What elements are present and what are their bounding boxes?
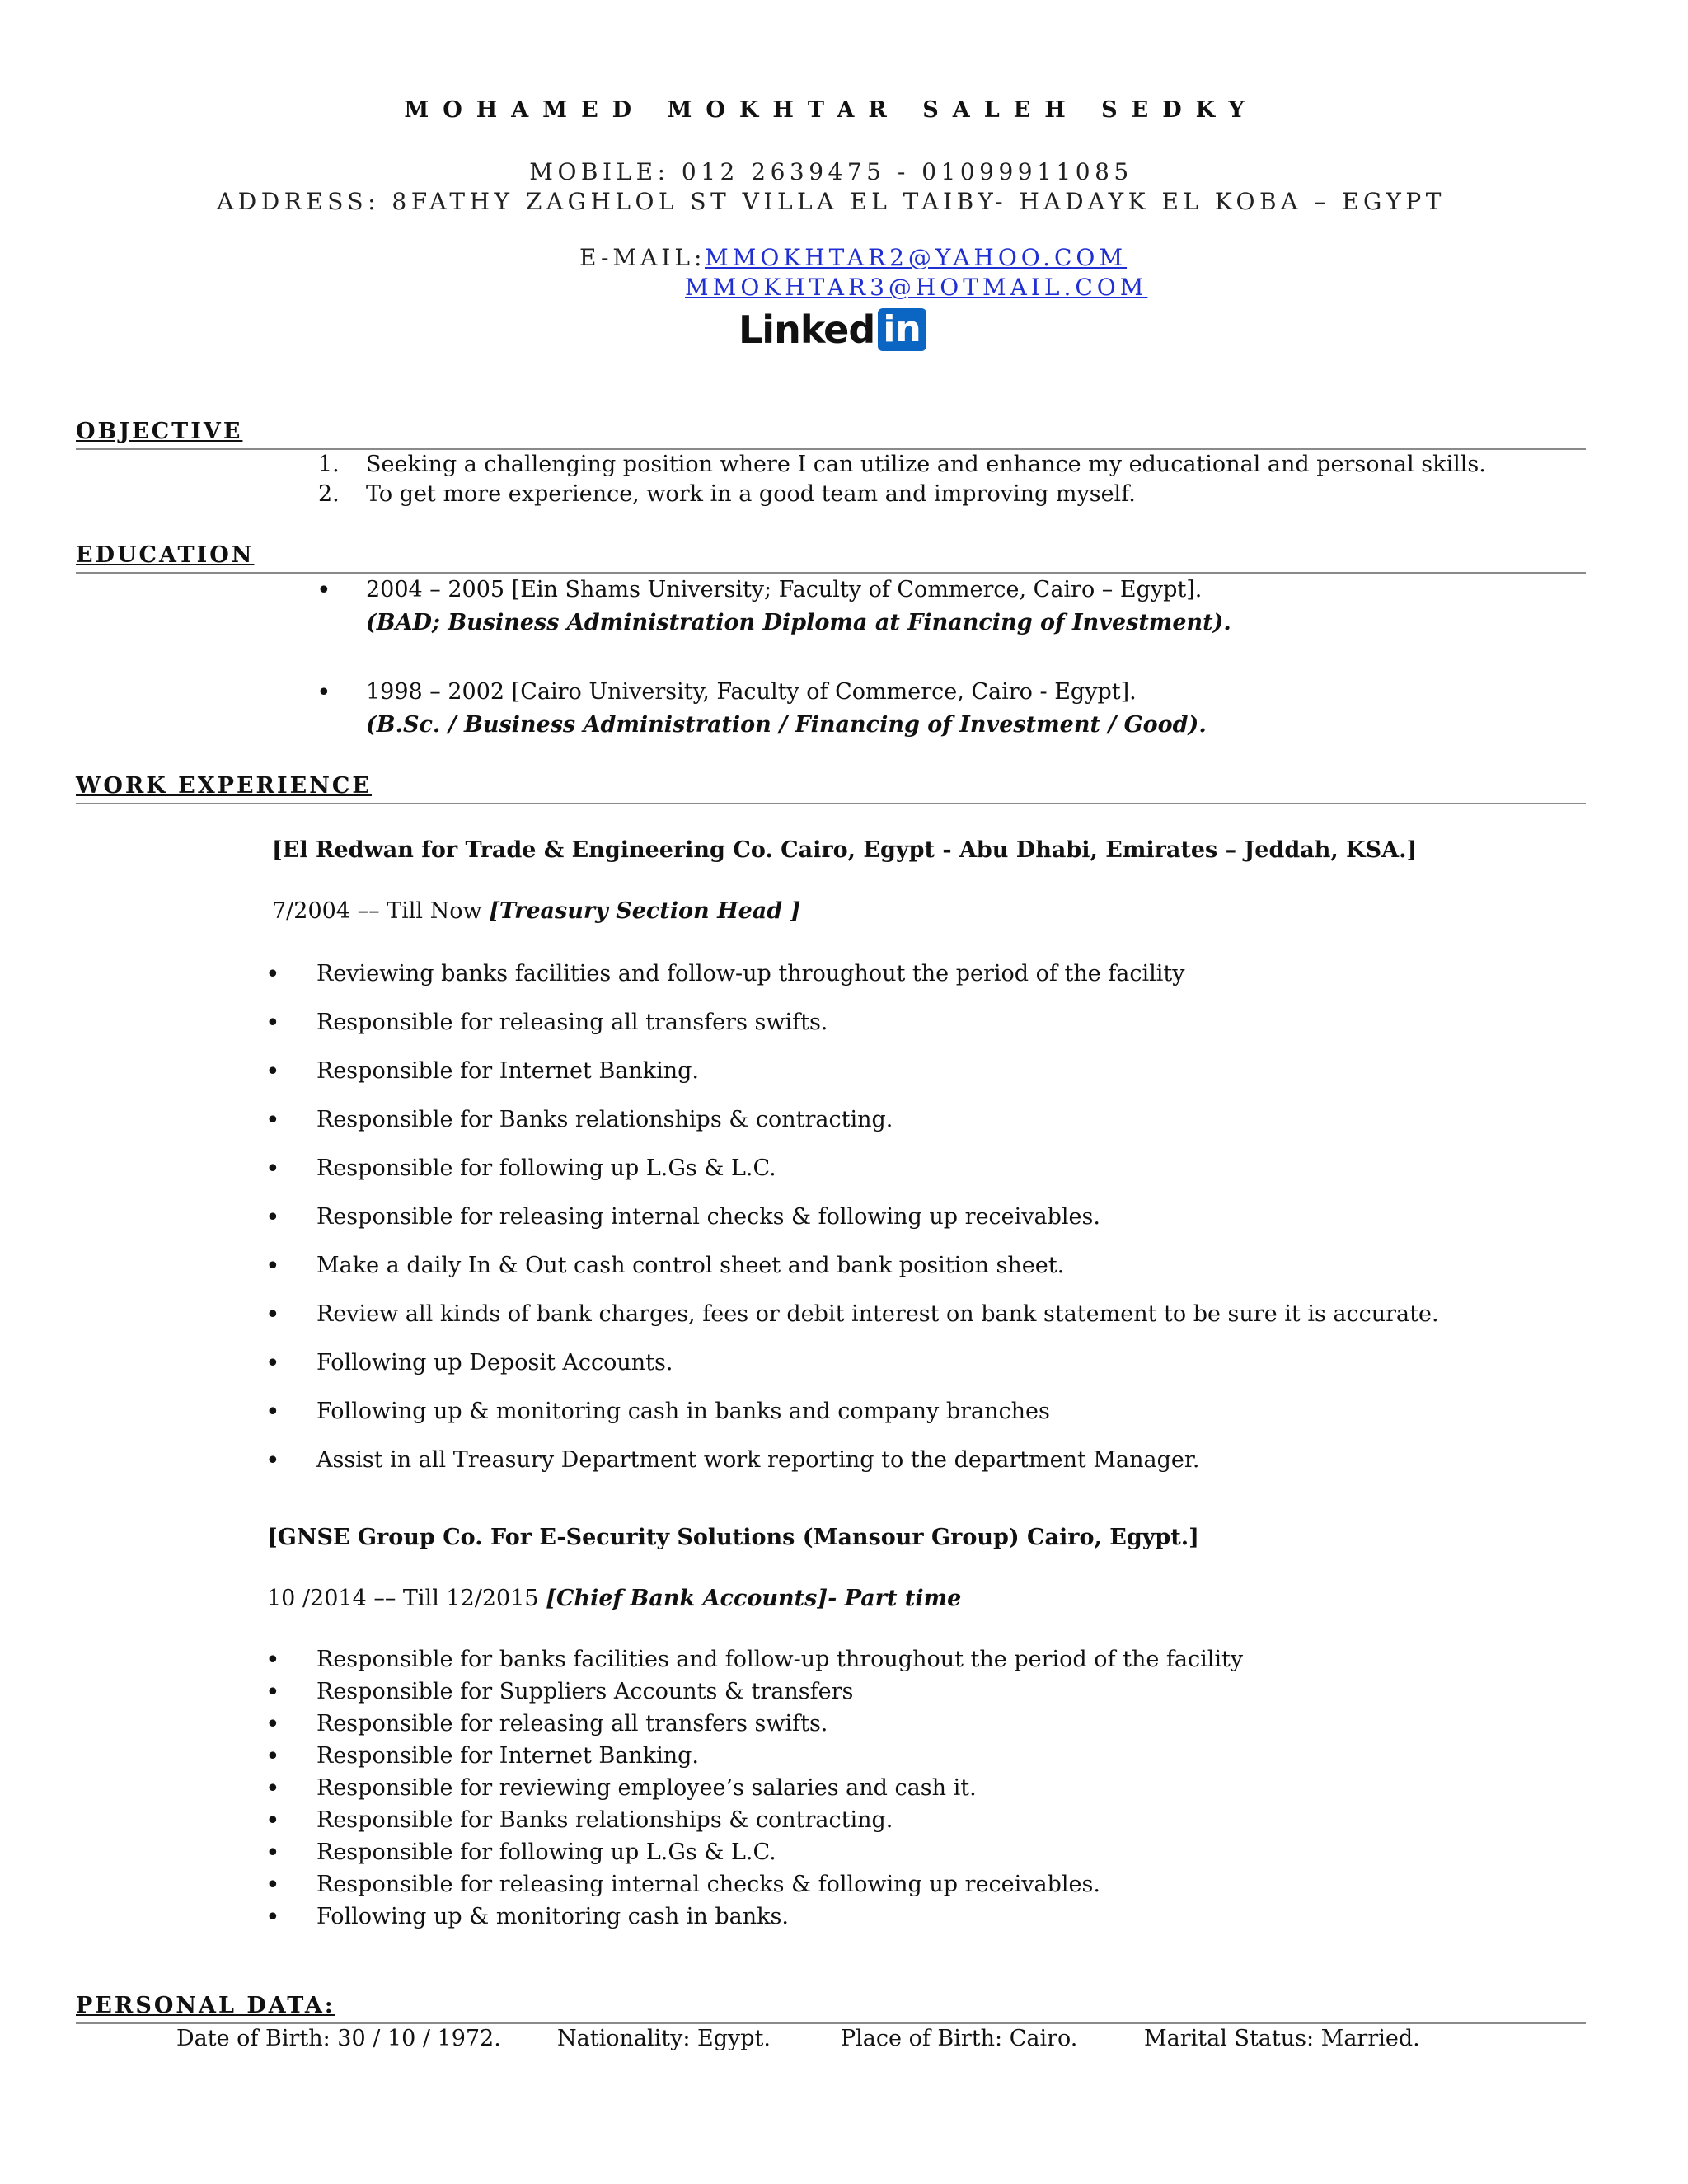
job-duty: Responsible for banks facilities and follow-up throughout the period of the facility <box>316 1647 1244 1672</box>
objective-item-1: Seeking a challenging position where I can utilize and enhance my educational and personal skills. <box>366 452 1486 477</box>
job-duty: Responsible for releasing internal checks & following up receivables. <box>316 1204 1100 1230</box>
address-line: ADDRESS: 8FATHY ZAGHLOL ST VILLA EL TAIBY- HADAYK EL KOBA – EGYPT <box>217 188 1446 215</box>
job-duty: Responsible for releasing all transfers swifts. <box>316 1010 828 1035</box>
job-duty-bullet: • <box>265 1646 280 1675</box>
work-heading: WORK EXPERIENCE <box>76 773 372 799</box>
personal-heading: PERSONAL DATA: <box>76 1993 335 2018</box>
job-duty: Following up & monitoring cash in banks and company branches <box>316 1399 1050 1424</box>
job-duty: Following up & monitoring cash in banks. <box>316 1904 789 1929</box>
job-duty: Responsible for Banks relationships & contracting. <box>316 1107 893 1132</box>
job-period-dates: 10 /2014 –– Till 12/2015 <box>267 1586 539 1611</box>
education-entry-1: 2004 – 2005 [Ein Shams University; Faculty of Commerce, Cairo – Egypt]. <box>366 577 1203 602</box>
job-duty: Assist in all Treasury Department work reporting to the department Manager. <box>316 1447 1200 1473</box>
personal-divider <box>76 2022 1586 2024</box>
job-duty-bullet: • <box>265 1839 280 1868</box>
job-duty-bullet: • <box>265 960 280 989</box>
job-duty-bullet: • <box>265 1106 280 1135</box>
place-of-birth: Place of Birth: Cairo. <box>841 2026 1078 2051</box>
education-bullet-2: • <box>316 678 331 707</box>
job-duty: Responsible for Suppliers Accounts & transfers <box>316 1679 854 1704</box>
education-detail-1: (BAD; Business Administration Diploma at Financing of Investment). <box>366 610 1231 635</box>
job-duty-bullet: • <box>265 1301 280 1329</box>
education-divider <box>76 572 1586 574</box>
job-duty: Responsible for reviewing employee’s salaries and cash it. <box>316 1775 977 1801</box>
job-duty-bullet: • <box>265 1057 280 1086</box>
education-bullet-1: • <box>316 576 331 605</box>
job-duty-bullet: • <box>265 1009 280 1038</box>
linkedin-wordmark: Linked <box>738 307 875 352</box>
job-duty: Reviewing banks facilities and follow-up throughout the period of the facility <box>316 961 1185 987</box>
job-duty: Responsible for Internet Banking. <box>316 1058 699 1084</box>
job-duty-bullet: • <box>265 1774 280 1803</box>
job-duty-bullet: • <box>265 1678 280 1707</box>
job-period <box>272 898 800 924</box>
linkedin-icon: in <box>878 308 926 351</box>
job-period-dates: 7/2004 –– Till Now <box>272 898 482 924</box>
job-duty-bullet: • <box>265 1807 280 1835</box>
job-duty-bullet: • <box>265 1742 280 1771</box>
job-duty: Following up Deposit Accounts. <box>316 1350 673 1376</box>
objective-divider <box>76 448 1586 450</box>
job-company: [GNSE Group Co. For E-Security Solutions (Mansour Group) Cairo, Egypt.] <box>267 1525 1199 1550</box>
job-duty: Responsible for releasing internal checks & following up receivables. <box>316 1872 1100 1897</box>
email-link-hotmail[interactable]: MMOKHTAR3@HOTMAIL.COM <box>685 274 1148 301</box>
marital-status: Marital Status: Married. <box>1144 2026 1420 2051</box>
job-duty-bullet: • <box>265 1710 280 1739</box>
job-duty-bullet: • <box>265 1446 280 1475</box>
email-label-text: E-MAIL: <box>579 244 706 271</box>
job-duty-bullet: • <box>265 1871 280 1900</box>
job-duty-bullet: • <box>265 1398 280 1427</box>
job-duty: Review all kinds of bank charges, fees or debit interest on bank statement to be sure it is accurate. <box>316 1301 1439 1327</box>
mobile-line: MOBILE: 012 2639475 - 01099911085 <box>529 158 1133 185</box>
objective-number-2: 2. <box>318 481 340 507</box>
job-role: [Chief Bank Accounts]- Part time <box>546 1586 962 1611</box>
education-entry-2: 1998 – 2002 [Cairo University, Faculty of Commerce, Cairo - Egypt]. <box>366 679 1137 705</box>
objective-heading: OBJECTIVE <box>76 419 243 444</box>
job-duty: Responsible for following up L.Gs & L.C. <box>316 1840 776 1865</box>
job-duty-bullet: • <box>265 1903 280 1932</box>
job-duty: Responsible for releasing all transfers swifts. <box>316 1711 828 1736</box>
job-duty-bullet: • <box>265 1155 280 1183</box>
job-duty: Responsible for Internet Banking. <box>316 1743 699 1769</box>
job-company: [El Redwan for Trade & Engineering Co. Cairo, Egypt - Abu Dhabi, Emirates – Jeddah, KSA.] <box>272 837 1418 863</box>
nationality: Nationality: Egypt. <box>557 2026 771 2051</box>
candidate-name: MOHAMED MOKHTAR SALEH SEDKY <box>404 97 1259 123</box>
email-link-yahoo[interactable]: MMOKHTAR2@YAHOO.COM <box>705 244 1128 271</box>
objective-item-2: To get more experience, work in a good team and improving myself. <box>366 481 1136 507</box>
job-duty: Make a daily In & Out cash control sheet and bank position sheet. <box>316 1253 1065 1278</box>
job-duty-bullet: • <box>265 1252 280 1281</box>
linkedin-logo[interactable] <box>738 308 926 351</box>
job-duty-bullet: • <box>265 1203 280 1232</box>
job-role: [Treasury Section Head ] <box>489 898 801 924</box>
education-detail-2: (B.Sc. / Business Administration / Financing of Investment / Good). <box>366 712 1207 738</box>
job-duty: Responsible for Banks relationships & contracting. <box>316 1807 893 1833</box>
date-of-birth: Date of Birth: 30 / 10 / 1972. <box>176 2026 501 2051</box>
job-duty-bullet: • <box>265 1349 280 1378</box>
email-label <box>579 244 706 271</box>
job-duty: Responsible for following up L.Gs & L.C. <box>316 1155 776 1181</box>
work-divider <box>76 803 1586 804</box>
objective-number-1: 1. <box>318 452 340 477</box>
education-heading: EDUCATION <box>76 542 255 568</box>
job-period <box>267 1586 961 1611</box>
